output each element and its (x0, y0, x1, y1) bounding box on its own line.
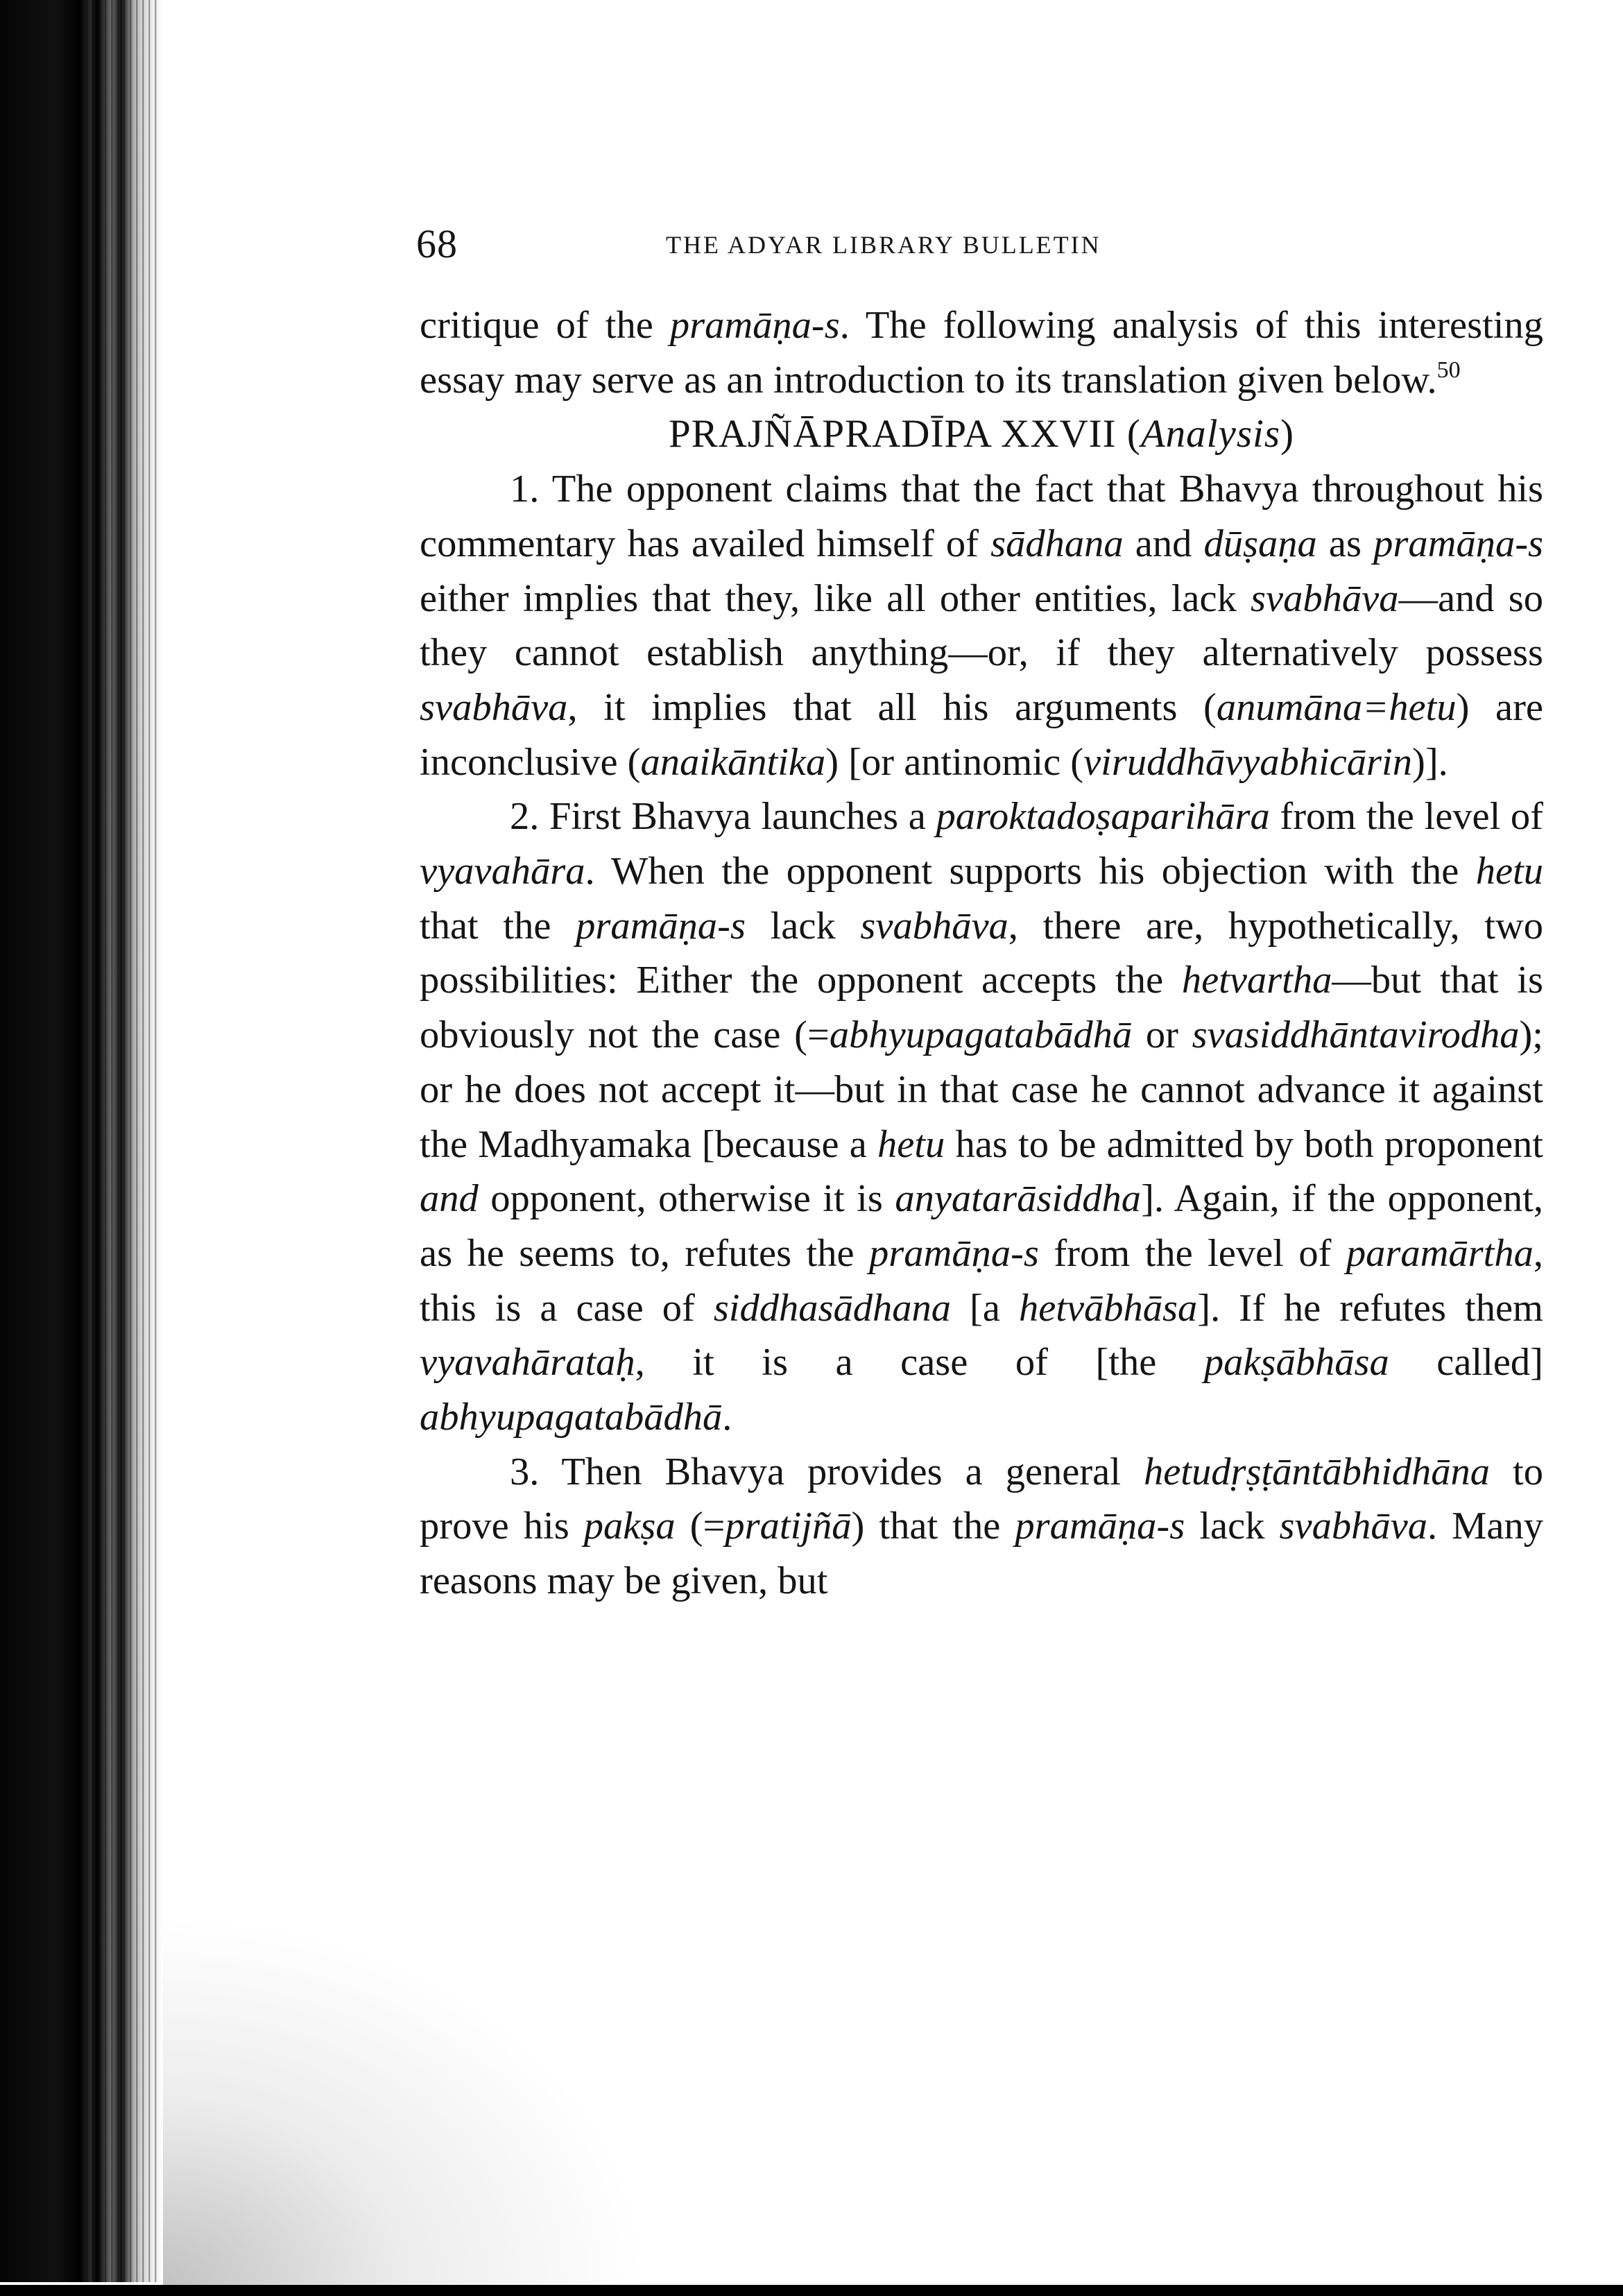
paragraph-2: 2. First Bhavya launches a paroktadoṣaparihāra from the level of vyavahāra. When the opponent supports his objection with the hetu that the pramāṇa-s lack svabhāva, there are, hypothetically, two possibilities: Either the opponent accepts the hetvartha—but that is obviously not the case (=abhyupagatabādhā or svasiddhāntavirodha); or he does not accept it—but in that case he cannot advance it against the Madhyamaka [because a hetu has to be admitted by both proponent and opponent, otherwise it is anyatarāsiddha]. Again, if the opponent, as he seems to, refutes the pramāṇa-s from the level of paramārtha, this is a case of siddhasādhana [a hetvābhāsa]. If he refutes them vyavahārataḥ, it is a case of [the pakṣābhāsa called] abhyupagatabādhā. (420, 795, 1544, 1439)
scan-corner-shade (163, 1914, 649, 2285)
binding-lines (82, 0, 158, 2282)
paragraph-3: 3. Then Bhavya provides a general hetudṛṣṭāntābhidhāna to prove his pakṣa (=pratijñā) that the pramāṇa-s lack svabhāva. Many reasons may be given, but (420, 1450, 1543, 1603)
intro-paragraph: critique of the pramāṇa-s. The following analysis of this interesting essay may serve as an introduction to its translation given below.$^{50}$ (420, 304, 1544, 402)
running-title: THE ADYAR LIBRARY BULLETIN (666, 231, 1101, 259)
page-header (416, 221, 1554, 276)
section-heading: PRAJÑĀPRADĪPA XXVII (Analysis) (669, 412, 1294, 456)
page-number: 68 (416, 221, 458, 266)
paragraph-1: 1. The opponent claims that the fact that Bhavya throughout his commentary has availed himself of sādhana and dūṣaṇa as pramāṇa-s either implies that they, like all other entities, lack svabhāva—and so they cannot establish anything—or, if they alternatively possess svabhāva, it implies that all his arguments (anumāna=hetu) are inconclusive (anaikāntika) [or antinomic (viruddhāvyabhicārin)]. (420, 468, 1543, 784)
bottom-scan-edge (0, 2285, 1623, 2296)
footnote-ref[interactable]: 50 (1436, 357, 1461, 383)
body-text (420, 298, 1543, 1609)
